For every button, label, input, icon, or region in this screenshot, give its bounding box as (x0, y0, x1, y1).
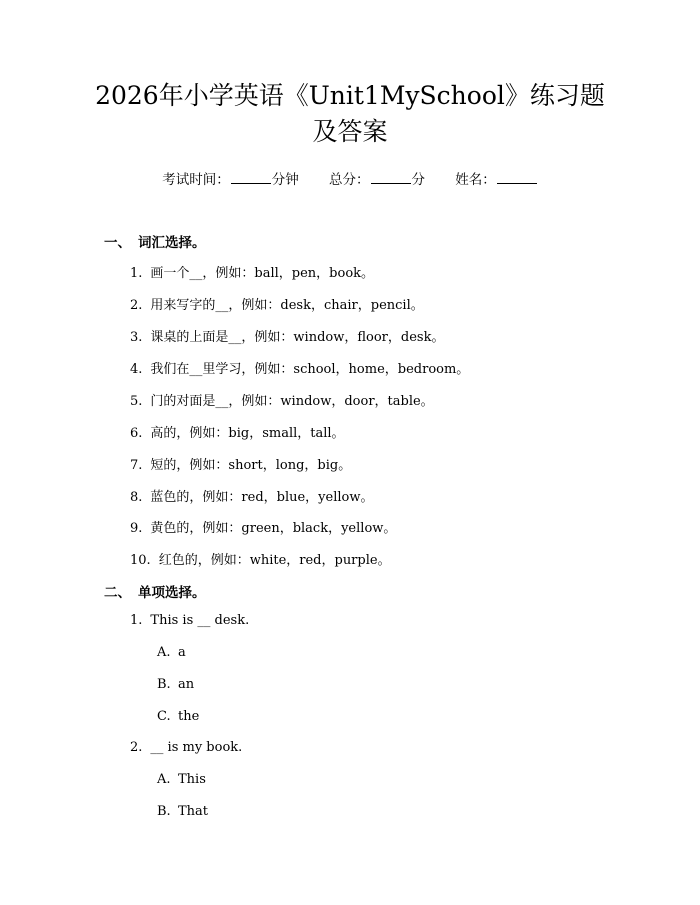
document-title (60, 78, 640, 150)
score-blank (371, 171, 411, 184)
question-item (130, 390, 434, 409)
question-text: 短的，例如：short，long，big。 (150, 458, 352, 473)
question-item (130, 549, 391, 568)
question-number: 3. (130, 330, 143, 345)
answer-option (157, 709, 199, 724)
question-text: 我们在__里学习，例如：school，home，bedroom。 (150, 362, 470, 377)
question-text: This is __ desk. (150, 613, 250, 628)
question-text: 门的对面是__，例如：window，door，table。 (150, 394, 434, 409)
question-text: 红色的，例如：white，red，purple。 (158, 553, 391, 568)
section-number: 二、 (104, 585, 131, 601)
question-item (130, 262, 374, 281)
title-line-2: 及答案 (312, 117, 388, 146)
name-blank (497, 171, 537, 184)
time-field (162, 168, 299, 188)
question-number: 9. (130, 521, 143, 536)
question-number: 1. (130, 266, 143, 281)
question-text: 黄色的，例如：green，black，yellow。 (150, 521, 397, 536)
question-item (130, 358, 469, 377)
option-value: This (178, 772, 206, 787)
question-item (130, 326, 444, 345)
section-title: 词汇选择。 (138, 235, 206, 251)
question-item (130, 422, 345, 441)
section-heading-2 (104, 581, 206, 601)
name-field (455, 168, 538, 188)
question-number: 2. (130, 298, 143, 313)
section-number: 一、 (104, 235, 131, 251)
exam-meta (0, 168, 700, 188)
option-key: C. (157, 709, 171, 724)
section-heading-1 (104, 231, 206, 251)
score-field (329, 168, 425, 188)
mc-question (130, 613, 249, 628)
question-text: 用来写字的__，例如：desk，chair，pencil。 (150, 298, 424, 313)
answer-option (157, 645, 186, 660)
question-item (130, 486, 374, 505)
question-item (130, 454, 351, 473)
option-key: B. (157, 677, 171, 692)
question-text: 画一个__，例如：ball，pen，book。 (150, 266, 375, 281)
option-value: the (178, 709, 200, 724)
question-number: 10. (130, 553, 151, 568)
name-label: 姓名： (455, 172, 496, 188)
time-unit: 分钟 (271, 172, 299, 188)
question-text: 蓝色的，例如：red，blue，yellow。 (150, 490, 374, 505)
question-number: 7. (130, 458, 143, 473)
question-number: 2. (130, 740, 143, 755)
answer-option (157, 677, 194, 692)
option-key: B. (157, 804, 171, 819)
question-number: 1. (130, 613, 143, 628)
option-value: a (178, 645, 186, 660)
answer-option (157, 772, 206, 787)
question-text: 高的，例如：big，small，tall。 (150, 426, 345, 441)
title-line-1: 2026年小学英语《Unit1MySchool》练习题 (95, 81, 605, 110)
question-number: 4. (130, 362, 143, 377)
answer-option (157, 804, 208, 819)
question-number: 8. (130, 490, 143, 505)
question-item (130, 294, 424, 313)
section-title: 单项选择。 (138, 585, 206, 601)
question-number: 6. (130, 426, 143, 441)
score-label: 总分： (329, 172, 370, 188)
question-item (130, 517, 396, 536)
option-key: A. (157, 645, 171, 660)
option-value: an (178, 677, 195, 692)
question-text: 课桌的上面是__，例如：window，floor，desk。 (150, 330, 445, 345)
question-number: 5. (130, 394, 143, 409)
time-label: 考试时间： (162, 172, 230, 188)
option-key: A. (157, 772, 171, 787)
option-value: That (178, 804, 209, 819)
question-text: __ is my book. (150, 740, 243, 755)
time-blank (231, 171, 271, 184)
mc-question (130, 740, 242, 755)
score-unit: 分 (411, 172, 425, 188)
